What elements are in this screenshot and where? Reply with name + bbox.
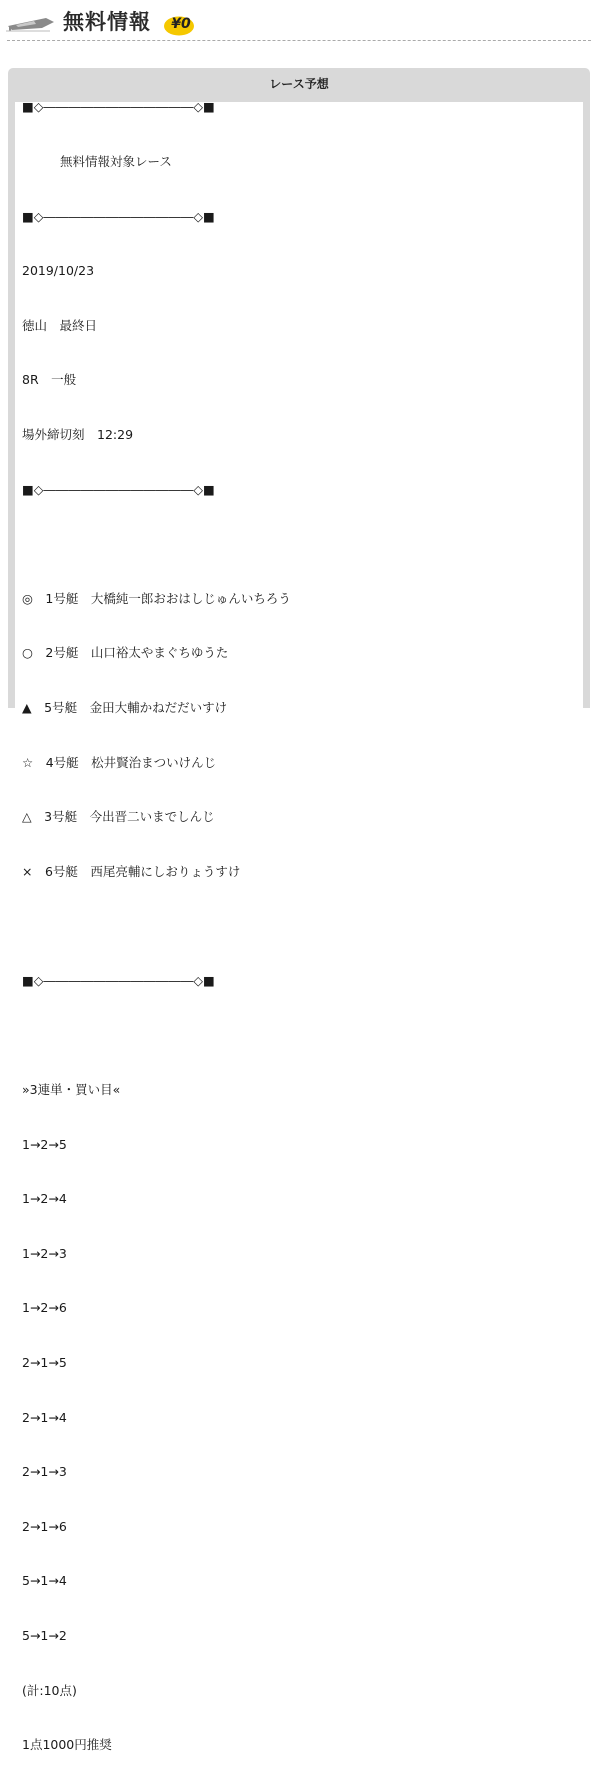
race-class: 8R 一般	[22, 372, 77, 388]
divider-line: ■◇――――――――――――◇■	[22, 99, 215, 115]
pick-item: ☆ 4号艇 松井賢治まついけんじ	[22, 754, 217, 770]
pick-item: ▲ 5号艇 金田大輔かねだだいすけ	[22, 699, 228, 715]
bet-combo: 1→2→4	[22, 1191, 67, 1207]
pick-item: × 6号艇 西尾亮輔にしおりょうすけ	[22, 863, 241, 879]
pick-item: ○ 2号艇 山口裕太やまぐちゆうた	[22, 645, 229, 661]
bet-combo: 2→1→5	[22, 1355, 67, 1371]
race-date: 2019/10/23	[22, 263, 95, 279]
bets-total: (計:10点)	[22, 1682, 77, 1698]
page-header	[0, 0, 596, 42]
bet-combo: 1→2→5	[22, 1136, 67, 1152]
bet-combo: 2→1→3	[22, 1464, 67, 1480]
bet-combo: 2→1→6	[22, 1518, 67, 1534]
pick-item: ◎ 1号艇 大橋純一郎おおはしじゅんいちろう	[22, 590, 291, 606]
bet-combo: 1→2→3	[22, 1245, 67, 1261]
bet-combo: 2→1→4	[22, 1409, 67, 1425]
card-title: レース予想	[269, 77, 329, 91]
pick-item: △ 3号艇 今出晋二いまでしんじ	[22, 809, 215, 825]
race-deadline: 場外締切刻 12:29	[22, 426, 134, 442]
bet-combo: 1→2→6	[22, 1300, 67, 1316]
bets-recommendation: 1点1000円推奨	[22, 1737, 112, 1753]
bet-combo: 5→1→4	[22, 1573, 67, 1589]
race-heading: 無料情報対象レース	[60, 154, 172, 169]
spacer	[22, 1027, 291, 1045]
divider-line: ■◇――――――――――――◇■	[22, 481, 215, 497]
free-badge-label: ¥0	[171, 16, 191, 32]
race-venue: 徳山 最終日	[22, 317, 98, 333]
page-title: 無料情報	[63, 10, 151, 34]
header-divider	[7, 40, 591, 41]
divider-line: ■◇――――――――――――◇■	[22, 972, 215, 988]
bets-heading: »3連単・買い目«	[22, 1082, 121, 1098]
spacer	[22, 535, 291, 553]
divider-line: ■◇――――――――――――◇■	[22, 208, 215, 224]
prediction-content	[22, 62, 291, 1773]
spacer	[22, 917, 291, 935]
bet-combo: 5→1→2	[22, 1628, 67, 1644]
boat-icon	[6, 12, 56, 32]
